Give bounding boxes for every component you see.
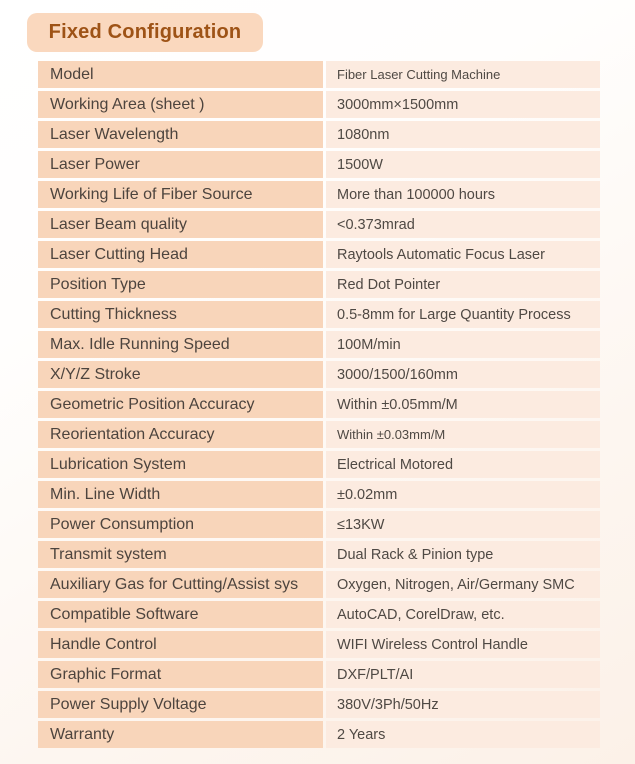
- spec-label-cell: [38, 151, 323, 178]
- spec-label-cell: [38, 301, 323, 328]
- table-row: [38, 481, 600, 508]
- spec-value-cell: [326, 151, 600, 178]
- spec-label-cell: [38, 421, 323, 448]
- table-row: [38, 511, 600, 538]
- spec-label: Power Consumption: [50, 515, 195, 533]
- spec-value-cell: [326, 571, 600, 598]
- spec-value-cell: [326, 421, 600, 448]
- spec-value: 2 Years: [337, 726, 386, 743]
- spec-label-cell: [38, 241, 323, 268]
- spec-value: Electrical Motored: [337, 456, 454, 473]
- spec-value-cell: [326, 601, 600, 628]
- spec-label: Transmit system: [50, 545, 167, 563]
- spec-label-cell: [38, 691, 323, 718]
- spec-value: Oxygen, Nitrogen, Air/Germany SMC: [337, 576, 575, 593]
- spec-value: Fiber Laser Cutting Machine: [337, 67, 501, 82]
- spec-label: Position Type: [50, 275, 146, 293]
- spec-value: 3000mm×1500mm: [337, 96, 459, 113]
- spec-value-cell: [326, 61, 600, 88]
- spec-label-cell: [38, 451, 323, 478]
- spec-value-cell: [326, 481, 600, 508]
- table-row: [38, 541, 600, 568]
- table-row: [38, 691, 600, 718]
- spec-label: Compatible Software: [50, 605, 199, 623]
- spec-label-cell: [38, 211, 323, 238]
- table-row: [38, 571, 600, 598]
- spec-value-cell: [326, 121, 600, 148]
- spec-value: WIFI Wireless Control Handle: [337, 636, 528, 653]
- spec-value-cell: [326, 721, 600, 748]
- spec-label: Warranty: [50, 725, 115, 743]
- spec-value-cell: [326, 631, 600, 658]
- spec-value-cell: [326, 301, 600, 328]
- spec-label: Power Supply Voltage: [50, 695, 207, 713]
- spec-label: Max. Idle Running Speed: [50, 335, 230, 353]
- section-title-pill: [27, 13, 263, 52]
- table-row: [38, 121, 600, 148]
- spec-value: ±0.02mm: [337, 486, 398, 503]
- table-row: [38, 151, 600, 178]
- spec-value: 100M/min: [337, 336, 401, 353]
- table-row: [38, 211, 600, 238]
- spec-value-cell: [326, 241, 600, 268]
- spec-label: Graphic Format: [50, 665, 162, 683]
- spec-label: Working Area (sheet ): [50, 95, 205, 113]
- table-row: [38, 721, 600, 748]
- spec-value: Red Dot Pointer: [337, 276, 441, 293]
- spec-label-cell: [38, 361, 323, 388]
- spec-label: Cutting Thickness: [50, 305, 177, 323]
- table-row: [38, 61, 600, 88]
- spec-value-cell: [326, 691, 600, 718]
- table-row: [38, 331, 600, 358]
- spec-value-cell: [326, 541, 600, 568]
- table-row: [38, 661, 600, 688]
- spec-value-cell: [326, 361, 600, 388]
- table-row: [38, 301, 600, 328]
- section-title: Fixed Configuration: [48, 21, 242, 43]
- table-row: [38, 241, 600, 268]
- table-row: [38, 601, 600, 628]
- table-row: [38, 391, 600, 418]
- spec-value-cell: [326, 391, 600, 418]
- spec-label: Auxiliary Gas for Cutting/Assist sys: [50, 575, 299, 593]
- spec-label-cell: [38, 331, 323, 358]
- spec-value-cell: [326, 661, 600, 688]
- table-row: [38, 451, 600, 478]
- table-row: [38, 631, 600, 658]
- spec-label-cell: [38, 541, 323, 568]
- spec-label: Geometric Position Accuracy: [50, 395, 255, 413]
- spec-value-cell: [326, 91, 600, 118]
- spec-label-cell: [38, 271, 323, 298]
- spec-value-cell: [326, 511, 600, 538]
- table-row: [38, 271, 600, 298]
- spec-value: 1500W: [337, 156, 383, 173]
- spec-value: <0.373mrad: [337, 216, 415, 233]
- spec-label: Working Life of Fiber Source: [50, 185, 253, 203]
- spec-value: 3000/1500/160mm: [337, 366, 458, 383]
- spec-label: Handle Control: [50, 635, 157, 653]
- table-row: [38, 91, 600, 118]
- spec-label-cell: [38, 571, 323, 598]
- spec-label: Laser Wavelength: [50, 125, 179, 143]
- spec-label-cell: [38, 181, 323, 208]
- spec-label-cell: [38, 511, 323, 538]
- spec-label: X/Y/Z Stroke: [50, 365, 141, 383]
- spec-table: [38, 61, 600, 748]
- spec-value: AutoCAD, CorelDraw, etc.: [337, 606, 505, 623]
- spec-label: Laser Beam quality: [50, 215, 187, 233]
- spec-value-cell: [326, 211, 600, 238]
- spec-value: Within ±0.05mm/M: [337, 396, 458, 413]
- spec-label: Lubrication System: [50, 455, 187, 473]
- spec-value: Within ±0.03mm/M: [337, 427, 446, 442]
- spec-label: Laser Cutting Head: [50, 245, 188, 263]
- spec-value-cell: [326, 331, 600, 358]
- spec-value: 380V/3Ph/50Hz: [337, 696, 439, 713]
- spec-label-cell: [38, 661, 323, 688]
- spec-label-cell: [38, 481, 323, 508]
- table-row: [38, 361, 600, 388]
- spec-value: Raytools Automatic Focus Laser: [337, 246, 545, 263]
- spec-label-cell: [38, 61, 323, 88]
- spec-label: Reorientation Accuracy: [50, 425, 215, 443]
- spec-label-cell: [38, 721, 323, 748]
- spec-value: DXF/PLT/AI: [337, 666, 414, 683]
- spec-value: ≤13KW: [337, 516, 385, 533]
- spec-value: 0.5-8mm for Large Quantity Process: [337, 306, 571, 323]
- spec-value: 1080nm: [337, 126, 390, 143]
- spec-value: Dual Rack & Pinion type: [337, 546, 494, 563]
- spec-label-cell: [38, 91, 323, 118]
- spec-value-cell: [326, 181, 600, 208]
- spec-value: More than 100000 hours: [337, 186, 495, 203]
- spec-value-cell: [326, 451, 600, 478]
- spec-label: Laser Power: [50, 155, 140, 173]
- spec-value-cell: [326, 271, 600, 298]
- spec-label: Min. Line Width: [50, 485, 161, 503]
- spec-label-cell: [38, 601, 323, 628]
- spec-label-cell: [38, 391, 323, 418]
- spec-label-cell: [38, 121, 323, 148]
- table-row: [38, 181, 600, 208]
- table-row: [38, 421, 600, 448]
- spec-label-cell: [38, 631, 323, 658]
- spec-label: Model: [50, 65, 94, 83]
